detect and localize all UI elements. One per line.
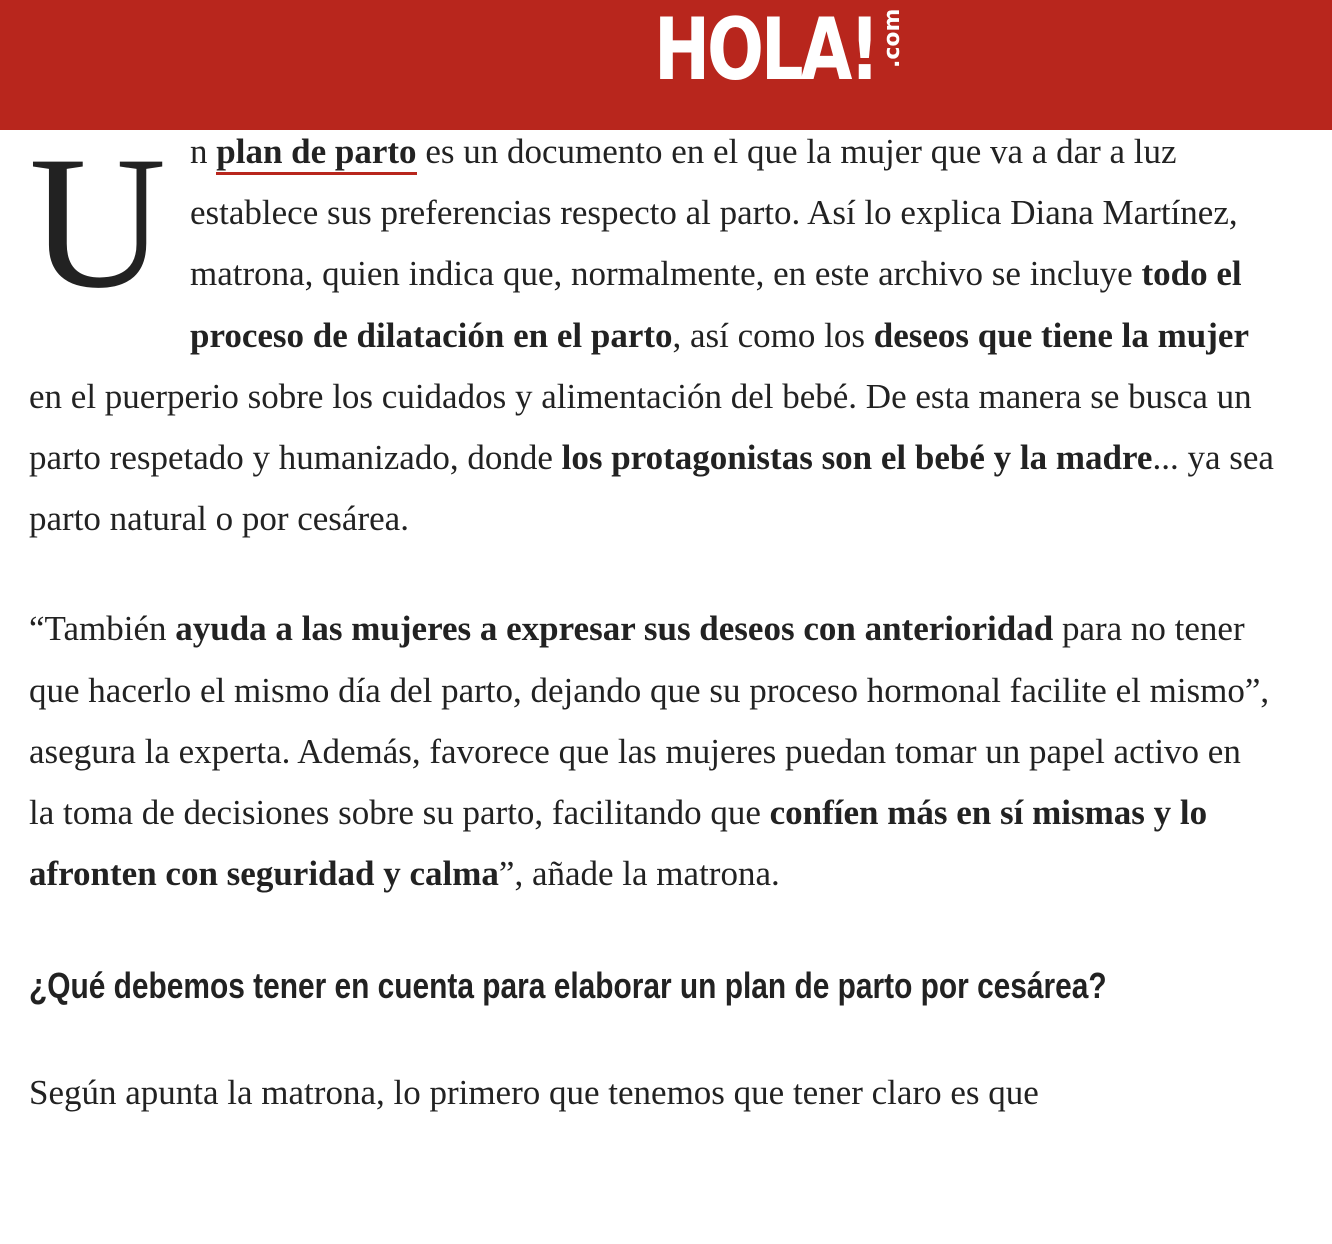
article-paragraph — [29, 118, 1274, 549]
article-paragraph — [29, 598, 1274, 904]
site-header — [0, 0, 1332, 130]
section-heading: ¿Qué debemos tener en cuenta para elaborar un plan de parto por cesárea? — [29, 965, 1107, 1007]
paragraph-text: “También — [29, 609, 176, 649]
article-body — [29, 118, 1274, 1124]
article-paragraph — [29, 1062, 1274, 1123]
paragraph-text: n — [190, 132, 217, 171]
bold-text: todo el proceso de dilatación en el parto — [190, 254, 1242, 355]
bold-text: ayuda a las mujeres a expresar sus deseos con anterioridad — [175, 609, 1054, 649]
paragraph-text: en el puerperio sobre los cuidados y alimentación del bebé. De esta manera se busca un parto respetado y humanizado, donde — [29, 376, 1252, 478]
logo-dotcom: .com — [880, 8, 905, 68]
paragraph-text: ”, añade la matrona. — [498, 854, 780, 894]
logo-wordmark: HOLA! — [654, 0, 877, 100]
paragraph-text: ... ya sea parto natural o por cesárea. — [29, 438, 1274, 539]
drop-cap: U — [29, 118, 167, 328]
plan-de-parto-link[interactable]: plan de parto — [216, 132, 416, 175]
paragraph-text: para no tener que hacerlo el mismo día del parto, dejando que su proceso hormonal facilite el mismo”, asegura la experta. Además, favorece que las mujeres puedan tomar un papel activo en la toma de decisiones sobre su parto, facilitando que — [29, 609, 1270, 833]
bold-text: confíen más en sí mismas y lo afronten con seguridad y calma — [29, 793, 1208, 894]
paragraph-text: es un documento en el que la mujer que va a dar a luz establece sus preferencias respecto al parto. Así lo explica Diana Martínez, matrona, quien indica que, normalmente, en este archivo se incluye — [190, 132, 1238, 294]
bold-text: los protagonistas son el bebé y la madre — [561, 438, 1153, 478]
paragraph-text: Según apunta la matrona, lo primero que tenemos que tener claro es que — [29, 1073, 1039, 1113]
bold-text: deseos que tiene la mujer — [873, 315, 1249, 355]
paragraph-text: , así como los — [672, 315, 874, 355]
